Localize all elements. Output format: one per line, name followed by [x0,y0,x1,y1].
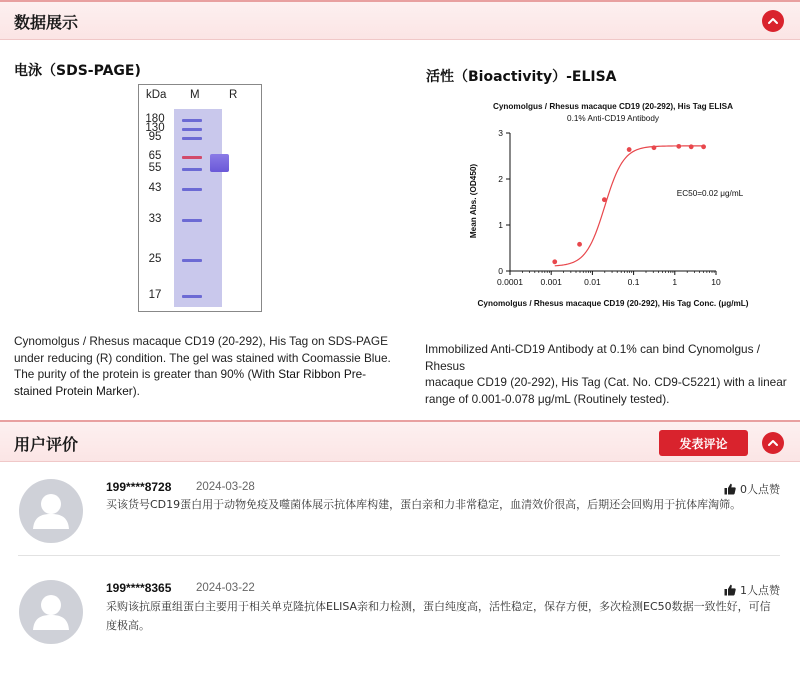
review-text: 买该货号CD19蛋白用于动物免疫及噬菌体展示抗体库构建，蛋白亲和力非常稳定，血清效价很高，后期还会回购用于抗体库淘筛。 [106,498,742,511]
publish-review-button[interactable]: 发表评论 [659,430,748,456]
review-date: 2024-03-28 [196,481,255,493]
data-point [577,242,582,247]
sds-caption-text: ). [132,383,140,398]
chart-subtitle: 0.1% Anti-CD19 Antibody [567,114,659,123]
sds-caption-text: The purity of the protein is greater than 90% (With [14,367,279,381]
elisa-caption-line: Immobilized Anti-CD19 Antibody at 0.1% can bind Cynomolgus / Rhesus [425,342,761,373]
sds-caption-line: Cynomolgus / Rhesus macaque CD19 (20-292), His Tag on SDS-PAGE [14,334,388,348]
chart-fit-curve [555,146,704,266]
review-item [0,470,800,582]
sds-caption [14,333,414,399]
sds-page-title: 电泳（SDS-PAGE) [14,63,141,79]
chart-axes [510,133,716,271]
like-count: 0人点赞 [740,483,780,496]
x-tick-label: 0.0001 [497,277,523,287]
gel-tick-65: 65 [148,150,162,162]
y-tick-label: 3 [498,128,503,138]
gel-tick-17: 17 [148,289,162,301]
y-tick-label: 0 [498,266,503,276]
data-point [676,144,681,149]
marker-link-cont[interactable]: stained Protein Marker [14,383,133,398]
user-avatar-icon [19,580,83,644]
chart-xlabel: Cynomolgus / Rhesus macaque CD19 (20-292), His Tag Conc. (μg/mL) [477,299,749,308]
data-point [652,145,657,150]
data-point [602,197,607,202]
collapse-data-display-button[interactable] [762,10,784,32]
gel-lane-m-label: M [190,89,200,101]
y-tick-label: 2 [498,174,503,184]
data-point [701,144,706,149]
elisa-chart [462,95,762,317]
x-tick-label: 0.1 [627,277,640,287]
marker-band [182,295,202,298]
gel-tick-180: 180 [145,113,165,125]
chevron-up-icon [767,437,779,449]
marker-band [182,137,202,140]
data-display-title: 数据展示 [14,13,79,32]
sds-caption-line [14,366,414,383]
marker-band [182,168,202,171]
sds-gel-figure [138,84,262,312]
elisa-title: 活性（Bioactivity）-ELISA [426,69,617,85]
gel-tick-130: 130 [145,122,165,134]
sample-band [210,154,229,172]
elisa-caption-line: macaque CD19 (20-292), His Tag (Cat. No. CD9-C5221) with a linear [425,375,787,389]
data-display-header [0,0,800,40]
sds-caption-line: under reducing (R) condition. The gel was stained with Coomassie Blue. [14,350,391,365]
elisa-caption [425,341,795,407]
review-item [0,572,800,679]
gel-tick-33: 33 [148,213,162,225]
review-username: 199****8365 [106,581,172,595]
marker-band [182,259,202,262]
gel-lane-r-label: R [229,89,238,101]
marker-band [182,119,202,122]
data-point [627,147,632,152]
chevron-up-icon [767,15,779,27]
chart-title: Cynomolgus / Rhesus macaque CD19 (20-292), His Tag ELISA [492,102,734,111]
review-text: 采购该抗原重组蛋白主要用于相关单克隆抗体ELISA亲和力检测，蛋白纯度高，活性稳定，保存方便，多次检测EC50数据一致性好，可信度极高。 [106,600,771,632]
fit-curve [555,146,704,266]
data-point [689,144,694,149]
collapse-reviews-button[interactable] [762,432,784,454]
reviews-title: 用户评价 [14,435,79,454]
x-tick-label: 1 [672,277,678,287]
elisa-caption-line: range of 0.001-0.078 μg/mL (Routinely tested). [425,391,670,406]
x-tick-label: 10 [711,277,721,287]
marker-band [182,128,202,131]
gel-tick-25: 25 [148,253,162,265]
chart-points [552,144,706,264]
sds-caption-line [14,383,414,400]
marker-link[interactable]: Star Ribbon Pre- [278,367,367,381]
review-username: 199****8728 [106,480,172,494]
review-divider [18,555,780,556]
user-avatar-icon [19,479,83,543]
gel-kda-label: kDa [146,89,167,101]
marker-band [182,219,202,222]
gel-image [174,109,222,307]
marker-band [182,188,202,191]
x-tick-label: 0.001 [540,277,562,287]
chart-ticks [497,128,721,287]
y-tick-label: 1 [498,220,503,230]
review-date: 2024-03-22 [196,582,255,594]
elisa-chart-svg [462,95,762,317]
reviews-header [0,420,800,462]
like-button[interactable] [724,582,780,598]
marker-band-reference [182,156,202,159]
data-point [552,259,557,264]
gel-tick-95: 95 [148,131,162,143]
thumbs-up-icon [724,584,736,596]
gel-tick-43: 43 [148,182,162,194]
thumbs-up-icon [724,483,736,495]
gel-tick-55: 55 [148,162,162,174]
chart-ylabel: Mean Abs. (OD450) [469,163,478,239]
x-tick-label: 0.01 [584,277,601,287]
like-count: 1人点赞 [740,584,780,597]
chart-annotation: EC50=0.02 μg/mL [676,189,744,198]
